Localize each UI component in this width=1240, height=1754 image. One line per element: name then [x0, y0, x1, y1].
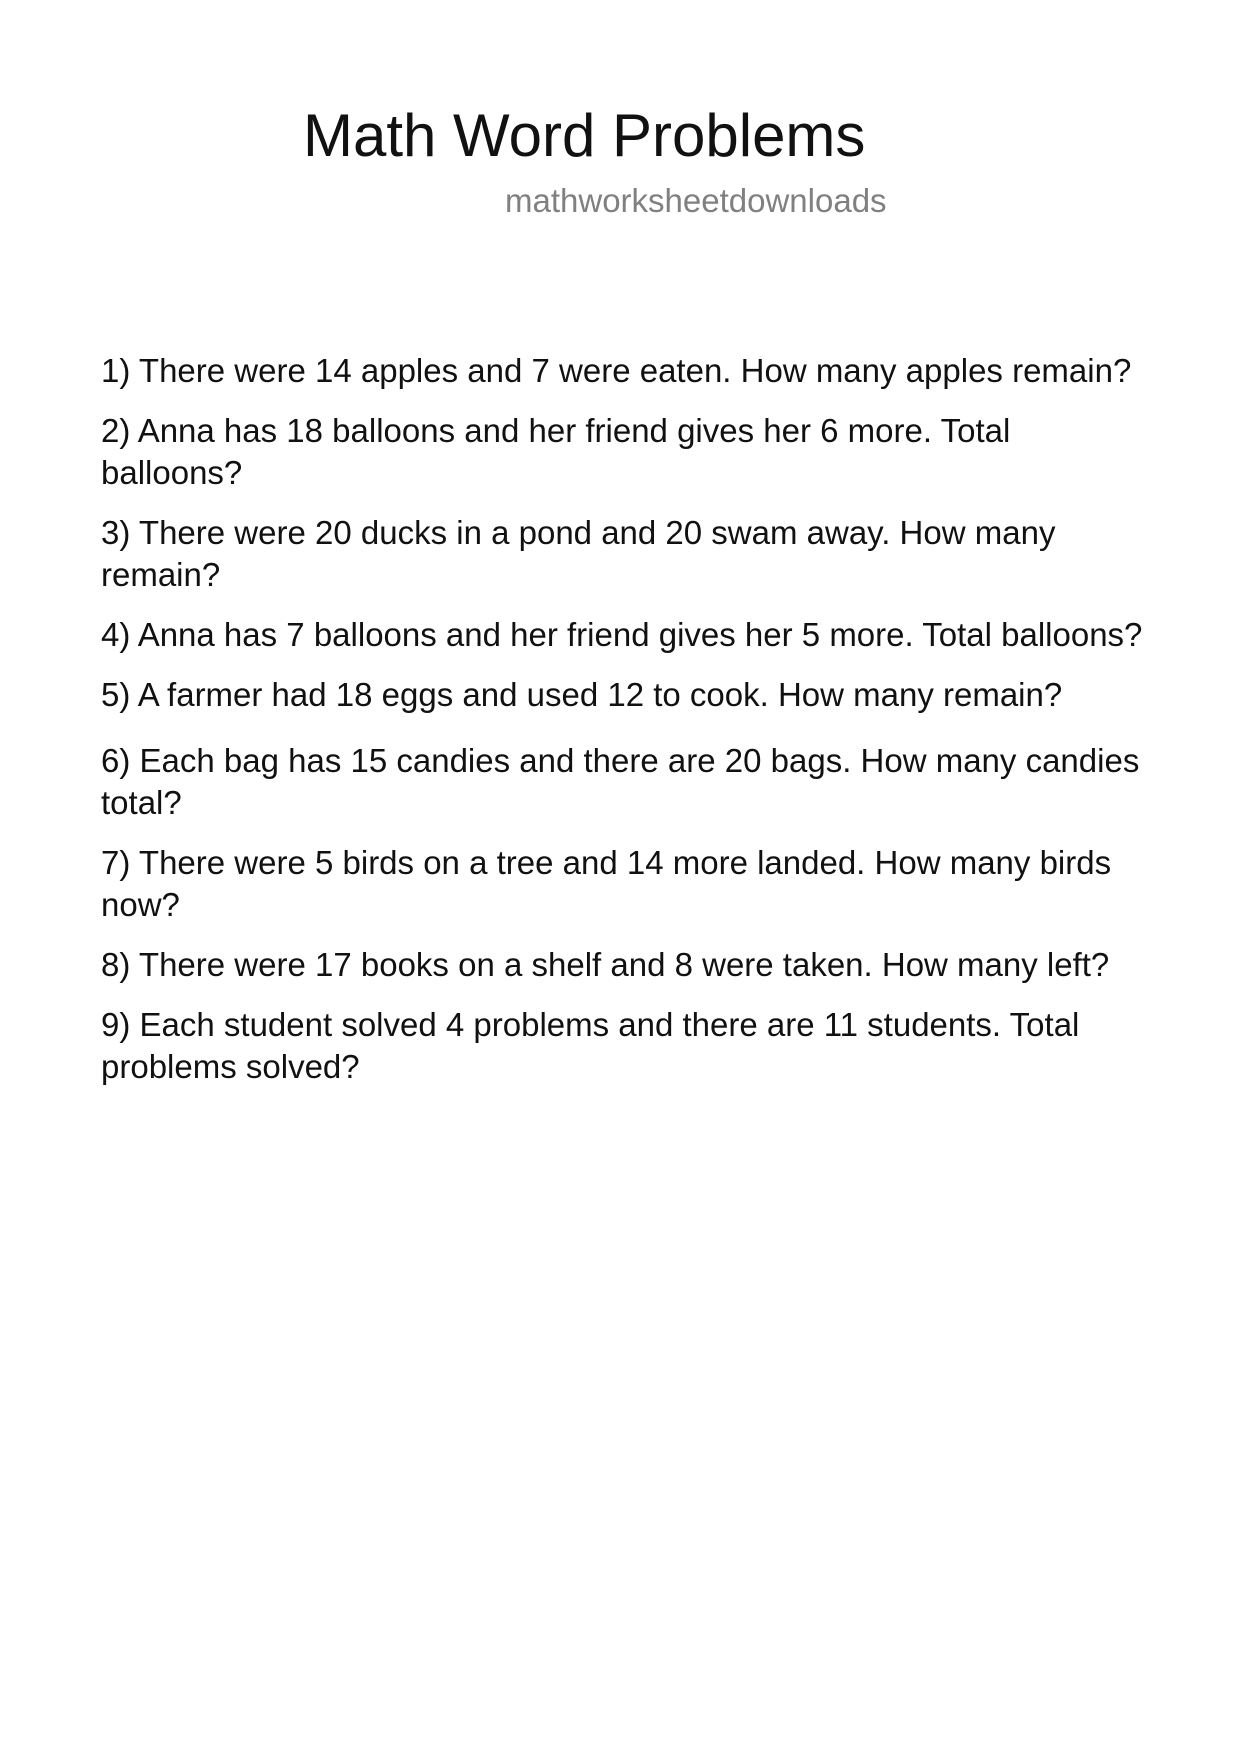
- problem-item: 6) Each bag has 15 candies and there are 20 bags. How many candies total?: [101, 742, 1140, 821]
- worksheet-source: mathworksheetdownloads: [505, 182, 887, 219]
- problem-item: 5) A farmer had 18 eggs and used 12 to cook. How many remain?: [101, 676, 1063, 713]
- problem-list: [101, 350, 1151, 1106]
- problem-item: 2) Anna has 18 balloons and her friend gives her 6 more. Total balloons?: [101, 412, 1011, 491]
- problem-item: 8) There were 17 books on a shelf and 8 were taken. How many left?: [101, 946, 1110, 983]
- problem-item: 7) There were 5 birds on a tree and 14 more landed. How many birds now?: [101, 844, 1112, 923]
- problem-item: 3) There were 20 ducks in a pond and 20 swam away. How many remain?: [101, 514, 1056, 593]
- problem-item: 9) Each student solved 4 problems and there are 11 students. Total problems solved?: [101, 1006, 1080, 1085]
- problem-item: 4) Anna has 7 balloons and her friend gives her 5 more. Total balloons?: [101, 616, 1143, 653]
- problem-item: 1) There were 14 apples and 7 were eaten. How many apples remain?: [101, 352, 1132, 389]
- worksheet-title: Math Word Problems: [303, 102, 866, 169]
